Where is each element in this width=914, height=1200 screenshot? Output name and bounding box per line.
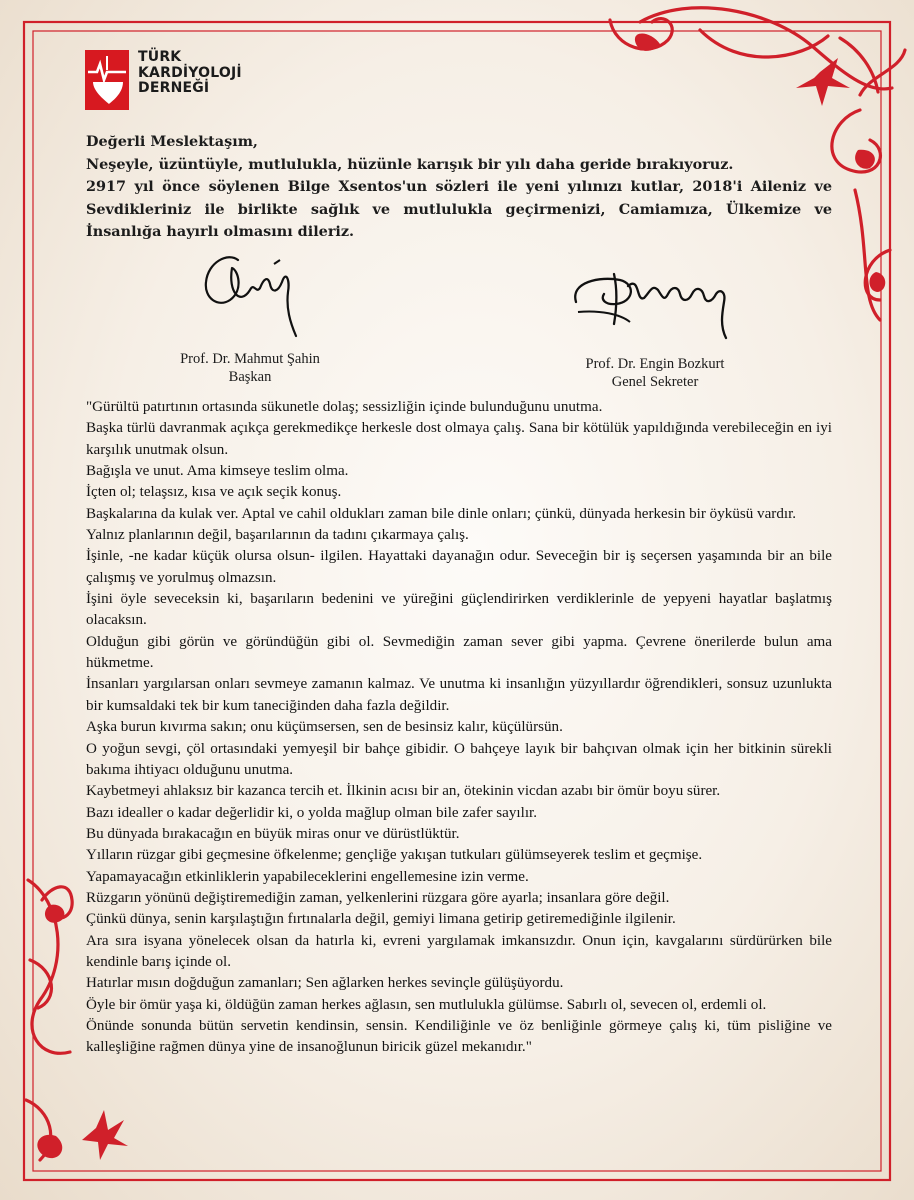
new-year-wish: 2917 yıl önce söylenen Bilge Xsentos'un sözleri ile yeni yılınızı kutlar, 2018'i Aileniz ve Sevdikleriniz ile birlikte sağlık ve mutlulukla geçirmenizi, Camiamıza, Ülkemize ve İnsanlığa hayırlı olmasını dileriz.	[86, 178, 832, 241]
quote-paragraph: İşini öyle seveceksin ki, başarıların bedenini ve yüreğini güçlendirirken verdiklerinle de yepyeni hayatlar başlatmış olacaksın.	[86, 591, 832, 629]
quote-paragraph: Olduğun gibi görün ve göründüğün gibi ol. Sevmediğin zaman sever gibi yapma. Çevrene önerilerde bulun ama hükmetme.	[86, 633, 832, 672]
quote-paragraph: Bazı idealler o kadar değerlidir ki, o yolda mağlup olman bile zafer sayılır.	[86, 804, 537, 821]
greeting-section	[86, 131, 832, 244]
quote-paragraph: Bağışla ve unut. Ama kimseye teslim olma.	[86, 463, 349, 480]
quote-paragraph: İnsanları yargılarsan onları sevmeye zamanın kalmaz. Ve unutma ki insanlığın yüzyıllardır öğrendikleri, sonsuz uzunlukta bir kumsaldaki tek bir kum taneciğinden daha fazla değildir.	[86, 676, 832, 714]
logo-line-1: TÜRK	[138, 49, 182, 65]
salutation: Değerli Meslektaşım,	[86, 133, 258, 150]
signatory-1	[150, 350, 350, 386]
quote-paragraph: Yapamayacağın etkinliklerin yapabileceklerini engellemesine izin verme.	[86, 868, 529, 885]
signatory-2-title: Genel Sekreter	[611, 374, 699, 390]
quote-paragraph: İşinle, -ne kadar küçük olursa olsun- ilgilen. Hayattaki dayanağın odur. Seveceğin bir iş seçersen yaşamında bir an bile çalışmış ve yorulmuş olmazsın.	[86, 548, 832, 586]
heart-ecg-logo-icon	[85, 50, 129, 110]
signatory-1-name: Prof. Dr. Mahmut Şahin	[180, 351, 320, 367]
quote-paragraph: Başkalarına da kulak ver. Aptal ve cahil oldukları zaman bile dinle onları; çünkü, dünyada herkesin bir öyküsü vardır.	[86, 505, 797, 522]
xsentos-quote	[86, 397, 832, 1059]
quote-paragraph: Yalnız planlarının değil, başarılarının da tadını çıkarmaya çalış.	[86, 527, 469, 544]
quote-paragraph: "Gürültü patırtının ortasında sükunetle dolaş; sessizliğin içinde bulunduğunu unutma.	[86, 399, 603, 415]
quote-paragraph: Öyle bir ömür yaşa ki, öldüğün zaman herkes ağlasın, sen mutlulukla gülümse. Sabırlı ol, sevecen ol, erdemli ol.	[86, 996, 767, 1013]
logo-line-3: DERNEĞİ	[138, 80, 210, 96]
quote-paragraph: Ara sıra isyana yönelecek olsan da hatırla ki, evreni yargılamak imkansızdır. Onun için, kavgalarını sürdürürken bile kendinle barış içinde ol.	[86, 932, 832, 970]
greeting-line: Neşeyle, üzüntüyle, mutlulukla, hüzünle karışık bir yılı daha geride bırakıyoruz.	[86, 155, 734, 173]
quote-paragraph: Aşka burun kıvırma sakın; onu küçümsersen, sen de besinsiz kalır, küçülürsün.	[86, 719, 563, 736]
quote-paragraph: Kaybetmeyi ahlaksız bir kazanca tercih et. İlkinin acısı bir an, ötekinin vicdan azabı bir ömür boyu sürer.	[86, 783, 721, 800]
signature-engin-bozkurt	[570, 262, 738, 344]
organization-logo	[85, 50, 242, 110]
quote-paragraph: Bu dünyada bırakacağın en büyük miras onur ve dürüstlüktür.	[86, 825, 460, 842]
signatory-2-name: Prof. Dr. Engin Bozkurt	[585, 356, 725, 372]
quote-paragraph: Yılların rüzgar gibi geçmesine öfkelenme; gençliğe yakışan tutkuları gülümseyerek teslim et geçmişe.	[86, 847, 703, 864]
quote-paragraph: Rüzgarın yönünü değiştiremediğin zaman, yelkenlerini rüzgara göre ayarla; insanlara göre değil.	[86, 889, 670, 906]
quote-paragraph: Önünde sonunda bütün servetin kendinsin, sensin. Kendiliğinle ve öz benliğinle görmeye çalış ki, tüm pisliğine ve kalleşliğine rağmen dünya yine de insanoğlunun biricik güzel mekanıdır."	[86, 1017, 832, 1056]
quote-paragraph: Çünkü dünya, senin karşılaştığın fırtınalarla değil, gemiyi limana getirip getiremediğinle ilgilenir.	[86, 911, 676, 928]
quote-paragraph: İçten ol; telaşsız, kısa ve açık seçik konuş.	[86, 484, 342, 501]
quote-paragraph: O yoğun sevgi, çöl ortasındaki yemyeşil bir bahçe gibidir. O bahçeye layık bir bahçıvan olmak için her bitkinin sürekli bakıma ihtiyacı olduğunu unutma.	[86, 740, 832, 778]
quote-paragraph: Başka türlü davranmak açıkça gerekmedikçe herkesle dost olmaya çalış. Sana bir kötülük yapıldığında verebileceğin en iyi karşılık unutmak olsun.	[86, 420, 832, 458]
logo-line-2: KARDİYOLOJİ	[138, 64, 242, 81]
quote-paragraph: Hatırlar mısın doğduğun zamanları; Sen ağlarken herkes sevinçle gülüşüyordu.	[86, 975, 564, 992]
signature-mahmut-sahin	[198, 252, 308, 342]
signatory-1-title: Başkan	[228, 369, 272, 385]
signatory-2	[555, 355, 755, 391]
